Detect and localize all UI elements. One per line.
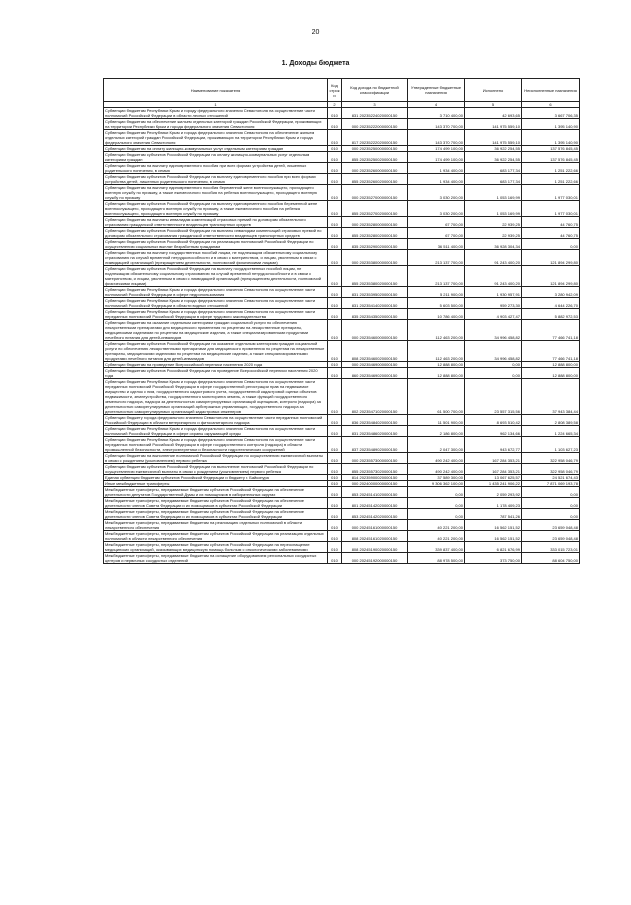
indicator-name-cell: Субвенции бюджетам субъектов Российской Федерации на выплату единовременного пособия при всех формах устройства детей, лишенных родительского попечения, в семью — [104, 174, 328, 185]
indicator-name-cell: Субвенции бюджетам Республики Крым и города федерального значения Севастополя на осуществление части полномочий Российской Федерации в области водных отношений — [104, 298, 328, 309]
approved-amount-cell: 339 837 400,00 — [408, 542, 465, 553]
unexecuted-amount-cell: 3 667 706,35 — [522, 108, 580, 119]
income-code-cell: 000 20235270000000150 — [342, 185, 408, 201]
line-code-cell: 010 — [328, 298, 342, 309]
income-code-cell: 000 20235380000000150 — [342, 250, 408, 266]
indicator-name-cell: Субвенции бюджетам на выплаты инвалидам компенсаций страховых премий по договорам обязательного страхования гражданской ответственности владельцев транспортных средств — [104, 217, 328, 228]
executed-amount-cell: 91 243 400,20 — [465, 266, 522, 287]
line-code-cell: 010 — [328, 379, 342, 415]
approved-amount-cell: 36 511 400,00 — [408, 239, 465, 250]
income-code-cell: 000 20235260000000150 — [342, 163, 408, 174]
line-code-cell: 010 — [328, 553, 342, 564]
income-code-cell: 855 20235380020000150 — [342, 266, 408, 287]
executed-amount-cell: 141 975 559,10 — [465, 130, 522, 146]
executed-amount-cell: 91 243 400,20 — [465, 250, 522, 266]
table-row — [104, 119, 580, 130]
income-code-cell: 000 20240000000000150 — [342, 481, 408, 487]
indicator-name-cell: Субвенции бюджетам Республики Крым и города федерального значения Севастополя на осуществление части переданных полномочий Российской Федерации в сфере государственной регистрации прав на недвижимое имущество и сделок с ним, государственного кадастрового учета, государственной кадастровой оценки объектов недвижимости, землеустройства, государственного мониторинга земель, а также функций государственного земельного надзора, надзора за деятельностью саморегулируемых организаций оценщиков, контроля (надзора) за деятельностью саморегулируемых организаций арбитражных управляющих, государственного надзора за деятельностью саморегулируемых организаций кадастровых инженеров — [104, 379, 328, 415]
executed-amount-cell: 36 928 304,34 — [465, 239, 522, 250]
line-code-cell: 010 — [328, 498, 342, 509]
unexecuted-amount-cell: 333 015 723,01 — [522, 542, 580, 553]
table-row — [104, 531, 580, 542]
approved-amount-cell: 143 370 700,00 — [408, 119, 465, 130]
line-code-cell: 010 — [328, 509, 342, 520]
table-row — [104, 453, 580, 464]
indicator-name-cell: Субвенции бюджетам на выполнение полномочий Российской Федерации по осуществлению ежемесячной выплаты в связи с рождением (усыновлением) первого ребенка — [104, 453, 328, 464]
executed-amount-cell: 1 435 241 906,22 — [465, 481, 522, 487]
line-code-cell: 010 — [328, 119, 342, 130]
income-code-cell: 855 20235260020000150 — [342, 174, 408, 185]
executed-amount-cell: 683 177,34 — [465, 174, 522, 185]
line-code-cell: 010 — [328, 217, 342, 228]
income-code-cell: 000 20235280000000150 — [342, 217, 408, 228]
table-row — [104, 108, 580, 119]
unexecuted-amount-cell: 3 280 942,09 — [522, 287, 580, 298]
unexecuted-amount-cell: 77 466 741,18 — [522, 341, 580, 362]
executed-amount-cell: 34 996 458,82 — [465, 320, 522, 341]
line-code-cell: 010 — [328, 266, 342, 287]
approved-amount-cell: 88 978 500,00 — [408, 553, 465, 564]
executed-amount-cell: 0,00 — [465, 362, 522, 368]
table-row — [104, 239, 580, 250]
unexecuted-amount-cell: 121 894 299,80 — [522, 266, 580, 287]
indicator-name-cell: Межбюджетные трансферты, передаваемые бюджетам субъектов Российской Федерации на обеспечение деятельности членов Совета Федерации и их помощников в субъектах Российской Федерации — [104, 498, 328, 509]
approved-amount-cell: 1 934 400,00 — [408, 163, 465, 174]
indicator-name-cell: Субвенции бюджетам субъектов Российской Федерации на проведение Всероссийской переписи населения 2020 года — [104, 368, 328, 379]
executed-amount-cell: 1 053 169,99 — [465, 185, 522, 201]
approved-amount-cell: 213 137 700,00 — [408, 266, 465, 287]
approved-amount-cell: 0,00 — [408, 498, 465, 509]
table-row — [104, 266, 580, 287]
table-row — [104, 426, 580, 437]
indicator-name-cell: Межбюджетные трансферты, передаваемые бюджетам субъектов Российской Федерации на обеспечение деятельности членов Совета Федерации и их помощников в субъектах Российской Федерации — [104, 509, 328, 520]
income-code-cell: 831 20235486020000150 — [342, 426, 408, 437]
income-code-cell: 835 20235290020000150 — [342, 239, 408, 250]
executed-amount-cell: 6 821 676,99 — [465, 542, 522, 553]
column-header-approved: Утвержденные бюджетные назначения — [408, 79, 465, 102]
executed-amount-cell: 787 541,26 — [465, 509, 522, 520]
approved-amount-cell: 10 786 400,00 — [408, 309, 465, 320]
executed-amount-cell: 2 059 293,92 — [465, 487, 522, 498]
indicator-name-cell: Субвенции бюджетам на выплату государственных пособий лицам, не подлежащим обязательному социальному страхованию на случай временной нетрудоспособности и в связи с материнством, и лицам, уволенным в связи с ликвидацией организаций (прекращением деятельности, полномочий физическими лицами) — [104, 250, 328, 266]
unexecuted-amount-cell: 322 958 046,79 — [522, 464, 580, 475]
unexecuted-amount-cell: 0,00 — [522, 239, 580, 250]
approved-amount-cell: 5 603 500,00 — [408, 298, 465, 309]
indicator-name-cell: Субвенции бюджетам субъектов Российской Федерации на оплату жилищно-коммунальных услуг отдельным категориям граждан — [104, 152, 328, 163]
income-code-cell: 000 20235460000000150 — [342, 320, 408, 341]
line-code-cell: 010 — [328, 475, 342, 481]
column-header-unexecuted: Неисполненные назначения — [522, 79, 580, 102]
executed-amount-cell: 4 903 427,47 — [465, 309, 522, 320]
table-row — [104, 298, 580, 309]
indicator-name-cell: Субвенции бюджетам на обеспечение жильем отдельных категорий граждан Российской Федерации, проживающих на территории Республики Крым и города федерального значения Севастополя — [104, 119, 328, 130]
table-row — [104, 379, 580, 415]
line-code-cell: 010 — [328, 531, 342, 542]
unexecuted-amount-cell: 137 576 845,45 — [522, 152, 580, 163]
executed-amount-cell: 962 134,66 — [465, 426, 522, 437]
approved-amount-cell: 1 934 400,00 — [408, 174, 465, 185]
table-header-row — [104, 79, 580, 102]
line-code-cell: 010 — [328, 464, 342, 475]
indicator-name-cell: Межбюджетные трансферты, передаваемые бюджетам на реализацию отдельных полномочий в области лекарственного обеспечения — [104, 520, 328, 531]
unexecuted-amount-cell: 37 943 384,44 — [522, 379, 580, 415]
indicator-name-cell: Межбюджетные трансферты, передаваемые бюджетам субъектов Российской Федерации на реализацию отдельных полномочий в области лекарственного обеспечения — [104, 531, 328, 542]
line-code-cell: 010 — [328, 309, 342, 320]
executed-amount-cell: 22 939,25 — [465, 228, 522, 239]
table-row — [104, 437, 580, 453]
executed-amount-cell: 373 750,00 — [465, 553, 522, 564]
unexecuted-amount-cell: 2 808 389,58 — [522, 415, 580, 426]
line-code-cell: 010 — [328, 542, 342, 553]
line-code-cell: 010 — [328, 481, 342, 487]
unexecuted-amount-cell: 23 659 048,48 — [522, 520, 580, 531]
column-number: 4 — [408, 102, 465, 108]
unexecuted-amount-cell: 44 760,75 — [522, 217, 580, 228]
unexecuted-amount-cell: 77 466 741,18 — [522, 320, 580, 341]
table-row — [104, 163, 580, 174]
table-row — [104, 464, 580, 475]
unexecuted-amount-cell: 44 760,75 — [522, 228, 580, 239]
income-code-cell: 831 20235395020000150 — [342, 287, 408, 298]
executed-amount-cell: 13 067 625,57 — [465, 475, 522, 481]
approved-amount-cell: 2 186 800,00 — [408, 426, 465, 437]
indicator-name-cell: Межбюджетные трансферты, передаваемые бюджетам субъектов Российской Федерации на переоснащение медицинских организаций, оказывающих медицинскую помощь больным с онкологическими заболеваниями — [104, 542, 328, 553]
income-code-cell: 853 20245141020000150 — [342, 487, 408, 498]
table-row — [104, 250, 580, 266]
income-code-cell: 808 20245161020000150 — [342, 531, 408, 542]
table-body — [104, 108, 580, 564]
unexecuted-amount-cell: 5 882 972,53 — [522, 309, 580, 320]
executed-amount-cell: 1 178 409,23 — [465, 498, 522, 509]
unexecuted-amount-cell: 121 894 299,80 — [522, 250, 580, 266]
unexecuted-amount-cell: 88 604 750,00 — [522, 553, 580, 564]
line-code-cell: 010 — [328, 201, 342, 217]
indicator-name-cell: Иные межбюджетные трансферты — [104, 481, 328, 487]
approved-amount-cell: 11 501 900,00 — [408, 415, 465, 426]
line-code-cell: 010 — [328, 437, 342, 453]
indicator-name-cell: Субвенции бюджетам Республики Крым и города федерального значения Севастополя на осуществление части переданных полномочий Российской Федерации в сфере государственного контроля (надзора) в области промышленной безопасности, электроэнергетики и безопасности гидротехнических сооружений — [104, 437, 328, 453]
approved-amount-cell: 112 463 200,00 — [408, 320, 465, 341]
approved-amount-cell: 213 137 700,00 — [408, 250, 465, 266]
table-row — [104, 498, 580, 509]
line-code-cell: 010 — [328, 368, 342, 379]
indicator-name-cell: Субвенции бюджету города федерального значения Севастополя на осуществление части переданных полномочий Российской Федерации в области ветеринарного и фитосанитарного надзора — [104, 415, 328, 426]
income-code-cell: 814 20235900020000150 — [342, 475, 408, 481]
unexecuted-amount-cell: 12 888 800,00 — [522, 368, 580, 379]
indicator-name-cell: Единая субвенция бюджетам субъектов Российской Федерации и бюджету г. Байконура — [104, 475, 328, 481]
line-code-cell: 010 — [328, 250, 342, 266]
income-code-cell: 808 20235460020000150 — [342, 341, 408, 362]
executed-amount-cell: 1 053 169,99 — [465, 201, 522, 217]
table-row — [104, 509, 580, 520]
executed-amount-cell: 16 562 151,52 — [465, 531, 522, 542]
column-header-line: Код строки — [328, 79, 342, 102]
indicator-name-cell: Субвенции бюджетам Республики Крым и города федерального значения Севастополя на осуществление части полномочий Российской Федерации в сфере недропользования — [104, 287, 328, 298]
column-number: 3 — [342, 102, 408, 108]
income-code-cell: 831 20235224020000150 — [342, 108, 408, 119]
column-header-executed: Исполнено — [465, 79, 522, 102]
table-row — [104, 201, 580, 217]
approved-amount-cell: 3 030 200,00 — [408, 201, 465, 217]
approved-amount-cell: 490 242 400,00 — [408, 453, 465, 464]
executed-amount-cell: 36 922 254,55 — [465, 152, 522, 163]
line-code-cell: 010 — [328, 163, 342, 174]
indicator-name-cell: Субвенции бюджетам субъектов Российской Федерации на реализацию полномочий Российской Федерации по осуществлению социальных выплат безработным гражданам — [104, 239, 328, 250]
income-code-cell: 000 20235573000000150 — [342, 453, 408, 464]
indicator-name-cell: Межбюджетные трансферты, передаваемые бюджетам на оснащение оборудованием региональных сосудистых центров и первичных сосудистых отделений — [104, 553, 328, 564]
unexecuted-amount-cell: 0,00 — [522, 509, 580, 520]
approved-amount-cell: 174 499 100,00 — [408, 146, 465, 152]
executed-amount-cell: 36 922 254,55 — [465, 146, 522, 152]
unexecuted-amount-cell: 137 576 845,45 — [522, 146, 580, 152]
approved-amount-cell: 143 370 700,00 — [408, 130, 465, 146]
executed-amount-cell: 23 557 315,56 — [465, 379, 522, 415]
table-row — [104, 309, 580, 320]
column-number: 5 — [465, 102, 522, 108]
income-code-cell: 860 20235469020000150 — [342, 368, 408, 379]
line-code-cell: 010 — [328, 415, 342, 426]
income-code-cell: 817 20235222020000150 — [342, 130, 408, 146]
line-code-cell: 010 — [328, 174, 342, 185]
table-row — [104, 415, 580, 426]
income-code-cell: 000 20235250000000150 — [342, 146, 408, 152]
executed-amount-cell: 22 939,25 — [465, 217, 522, 228]
approved-amount-cell: 490 242 400,00 — [408, 464, 465, 475]
line-code-cell: 010 — [328, 320, 342, 341]
unexecuted-amount-cell: 1 251 222,66 — [522, 174, 580, 185]
table-row — [104, 174, 580, 185]
income-code-cell: 855 20235250020000150 — [342, 152, 408, 163]
executed-amount-cell: 34 996 458,82 — [465, 341, 522, 362]
executed-amount-cell: 167 284 353,21 — [465, 464, 522, 475]
income-code-cell: 802 20235471020000150 — [342, 379, 408, 415]
income-table — [103, 78, 580, 564]
indicator-name-cell: Субвенции бюджетам субъектов Российской Федерации на выплату государственных пособий лицам, не подлежащим обязательному социальному страхованию на случай временной нетрудоспособности и в связи с материнством, и лицам, уволенным в связи с ликвидацией организаций (прекращением деятельности, полномочий физическими лицами) — [104, 266, 328, 287]
indicator-name-cell: Субвенции бюджетам Республики Крым и городу федерального значения Севастополя на осуществление части полномочий Российской Федерации в области лесных отношений — [104, 108, 328, 119]
line-code-cell: 010 — [328, 426, 342, 437]
line-code-cell: 010 — [328, 130, 342, 146]
executed-amount-cell: 683 177,34 — [465, 163, 522, 174]
approved-amount-cell: 67 700,00 — [408, 228, 465, 239]
line-code-cell: 010 — [328, 152, 342, 163]
line-code-cell: 010 — [328, 239, 342, 250]
indicator-name-cell: Межбюджетные трансферты, передаваемые бюджетам субъектов Российской Федерации на обеспечение деятельности депутатов Государственной Думы и их помощников в избирательных округах — [104, 487, 328, 498]
approved-amount-cell: 12 888 800,00 — [408, 368, 465, 379]
table-row — [104, 228, 580, 239]
indicator-name-cell: Субвенции бюджетам Республики Крым и города федерального значения Севастополя на осуществление части переданных полномочий Российской Федерации в сфере трудового законодательства — [104, 309, 328, 320]
line-code-cell: 010 — [328, 146, 342, 152]
approved-amount-cell: 112 463 200,00 — [408, 341, 465, 362]
unexecuted-amount-cell: 24 521 674,43 — [522, 475, 580, 481]
line-code-cell: 010 — [328, 362, 342, 368]
approved-amount-cell: 9 306 362 100,00 — [408, 481, 465, 487]
income-code-cell: 836 20235484020000150 — [342, 415, 408, 426]
executed-amount-cell: 943 672,77 — [465, 437, 522, 453]
table-row — [104, 520, 580, 531]
income-code-cell: 855 20235270020000150 — [342, 201, 408, 217]
line-code-cell: 010 — [328, 185, 342, 201]
approved-amount-cell: 174 499 100,00 — [408, 152, 465, 163]
indicator-name-cell: Субвенции бюджетам Республики Крым и города федерального значения Севастополя на осуществление части полномочий Российской Федерации в сфере охраны окружающей среды — [104, 426, 328, 437]
unexecuted-amount-cell: 1 224 665,34 — [522, 426, 580, 437]
page-number: 20 — [311, 29, 320, 36]
approved-amount-cell: 5 211 900,00 — [408, 287, 465, 298]
income-code-cell: 853 20245142020000150 — [342, 509, 408, 520]
unexecuted-amount-cell: 1 977 030,01 — [522, 185, 580, 201]
line-code-cell: 010 — [328, 520, 342, 531]
approved-amount-cell: 3 710 400,00 — [408, 108, 465, 119]
income-code-cell: 000 20245161000000150 — [342, 520, 408, 531]
income-code-cell: 855 20235280020000150 — [342, 228, 408, 239]
line-code-cell: 010 — [328, 341, 342, 362]
executed-amount-cell: 16 562 151,52 — [465, 520, 522, 531]
line-code-cell: 010 — [328, 108, 342, 119]
column-number: 2 — [328, 102, 342, 108]
indicator-name-cell: Субвенции бюджетам субъектов Российской Федерации на выплаты инвалидам компенсаций страховых премий по договорам обязательного страхования гражданской ответственности владельцев транспортных средств — [104, 228, 328, 239]
unexecuted-amount-cell: 1 977 030,01 — [522, 201, 580, 217]
line-code-cell: 010 — [328, 487, 342, 498]
unexecuted-amount-cell: 1 395 140,90 — [522, 130, 580, 146]
line-code-cell: 010 — [328, 287, 342, 298]
approved-amount-cell: 0,00 — [408, 509, 465, 520]
table-row — [104, 152, 580, 163]
income-code-cell: 000 20235469000000150 — [342, 362, 408, 368]
executed-amount-cell: 959 273,30 — [465, 298, 522, 309]
indicator-name-cell: Субвенции бюджетам субъектов Российской Федерации на оказание отдельным категориям граждан социальной услуги по обеспечению лекарственными препаратами для медицинского применения по рецептам на лекарственные препараты, медицинскими изделиями по рецептам на медицинские изделия, а также специализированными продуктами лечебного питания для детей-инвалидов — [104, 341, 328, 362]
income-code-cell: 855 20235573020000150 — [342, 464, 408, 475]
line-code-cell: 010 — [328, 453, 342, 464]
unexecuted-amount-cell: 322 958 046,79 — [522, 453, 580, 464]
unexecuted-amount-cell: 23 659 048,48 — [522, 531, 580, 542]
income-code-cell: 000 20245192000000150 — [342, 553, 408, 564]
table-row — [104, 368, 580, 379]
approved-amount-cell: 40 221 200,00 — [408, 531, 465, 542]
approved-amount-cell: 40 221 200,00 — [408, 520, 465, 531]
approved-amount-cell: 61 500 700,00 — [408, 379, 465, 415]
income-code-cell: 000 20235222000000150 — [342, 119, 408, 130]
income-code-cell: 837 20235489020000150 — [342, 437, 408, 453]
table-row — [104, 217, 580, 228]
approved-amount-cell: 12 888 800,00 — [408, 362, 465, 368]
table-row — [104, 185, 580, 201]
indicator-name-cell: Субвенции бюджетам субъектов Российской Федерации на выплату единовременного пособия беременной жене военнослужащего, проходящего военную службу по призыву, а также ежемесячного пособия на ребенка военнослужащего, проходящего военную службу по призыву — [104, 201, 328, 217]
column-header-code: Код дохода по бюджетной классификации — [342, 79, 408, 102]
indicator-name-cell: Субвенции бюджетам на оказание отдельным категориям граждан социальной услуги по обеспечению лекарственными препаратами для медицинского применения по рецептам на лекарственные препараты, медицинскими изделиями по рецептам на медицинские изделия, а также специализированными продуктами лечебного питания для детей-инвалидов — [104, 320, 328, 341]
table-row — [104, 487, 580, 498]
executed-amount-cell: 8 693 510,42 — [465, 415, 522, 426]
column-header-name: Наименование показателя — [104, 79, 328, 102]
table-row — [104, 542, 580, 553]
executed-amount-cell: 42 693,65 — [465, 108, 522, 119]
column-number: 6 — [522, 102, 580, 108]
unexecuted-amount-cell: 0,00 — [522, 487, 580, 498]
indicator-name-cell: Субвенции бюджетам субъектов Российской Федерации на выполнение полномочий Российской Федерации по осуществлению ежемесячной выплаты в связи с рождением (усыновлением) первого ребенка — [104, 464, 328, 475]
executed-amount-cell: 0,00 — [465, 368, 522, 379]
table-row — [104, 320, 580, 341]
indicator-name-cell: Субвенции бюджетам на оплату жилищно-коммунальных услуг отдельным категориям граждан — [104, 146, 328, 152]
approved-amount-cell: 0,00 — [408, 487, 465, 498]
approved-amount-cell: 3 030 200,00 — [408, 185, 465, 201]
indicator-name-cell: Субвенции бюджетам на проведение Всероссийской переписи населения 2020 года — [104, 362, 328, 368]
unexecuted-amount-cell: 1 251 222,66 — [522, 163, 580, 174]
table-row — [104, 130, 580, 146]
income-code-cell: 835 20235435020000150 — [342, 309, 408, 320]
approved-amount-cell: 2 047 300,00 — [408, 437, 465, 453]
unexecuted-amount-cell: 12 888 800,00 — [522, 362, 580, 368]
income-code-cell: 831 20235414020000150 — [342, 298, 408, 309]
income-code-cell: 808 20245190020000150 — [342, 542, 408, 553]
table-row — [104, 341, 580, 362]
unexecuted-amount-cell: 0,00 — [522, 498, 580, 509]
unexecuted-amount-cell: 4 644 226,70 — [522, 298, 580, 309]
approved-amount-cell: 37 589 300,00 — [408, 475, 465, 481]
line-code-cell: 010 — [328, 228, 342, 239]
column-number: 1 — [104, 102, 328, 108]
indicator-name-cell: Субвенции бюджетам на выплату единовременного пособия при всех формах устройства детей, лишенных родительского попечения, в семью — [104, 163, 328, 174]
income-code-cell: 801 20245142020000150 — [342, 498, 408, 509]
executed-amount-cell: 141 975 559,10 — [465, 119, 522, 130]
table-row — [104, 287, 580, 298]
unexecuted-amount-cell: 1 103 627,23 — [522, 437, 580, 453]
executed-amount-cell: 1 930 957,91 — [465, 287, 522, 298]
section-heading: 1. Доходы бюджета — [281, 60, 350, 67]
executed-amount-cell: 167 284 353,21 — [465, 453, 522, 464]
table-row — [104, 553, 580, 564]
unexecuted-amount-cell: 7 871 069 193,78 — [522, 481, 580, 487]
unexecuted-amount-cell: 1 395 140,90 — [522, 119, 580, 130]
approved-amount-cell: 67 700,00 — [408, 217, 465, 228]
indicator-name-cell: Субвенции бюджетам на выплату единовременного пособия беременной жене военнослужащего, проходящего военную службу по призыву, а также ежемесячного пособия на ребенка военнослужащего, проходящего военную службу по призыву — [104, 185, 328, 201]
indicator-name-cell: Субвенции бюджетам Республики Крым и города федерального значения Севастополя на обеспечение жильем отдельных категорий граждан Российской Федерации, проживающих на территории Республики Крым и города федерального значения Севастополя — [104, 130, 328, 146]
